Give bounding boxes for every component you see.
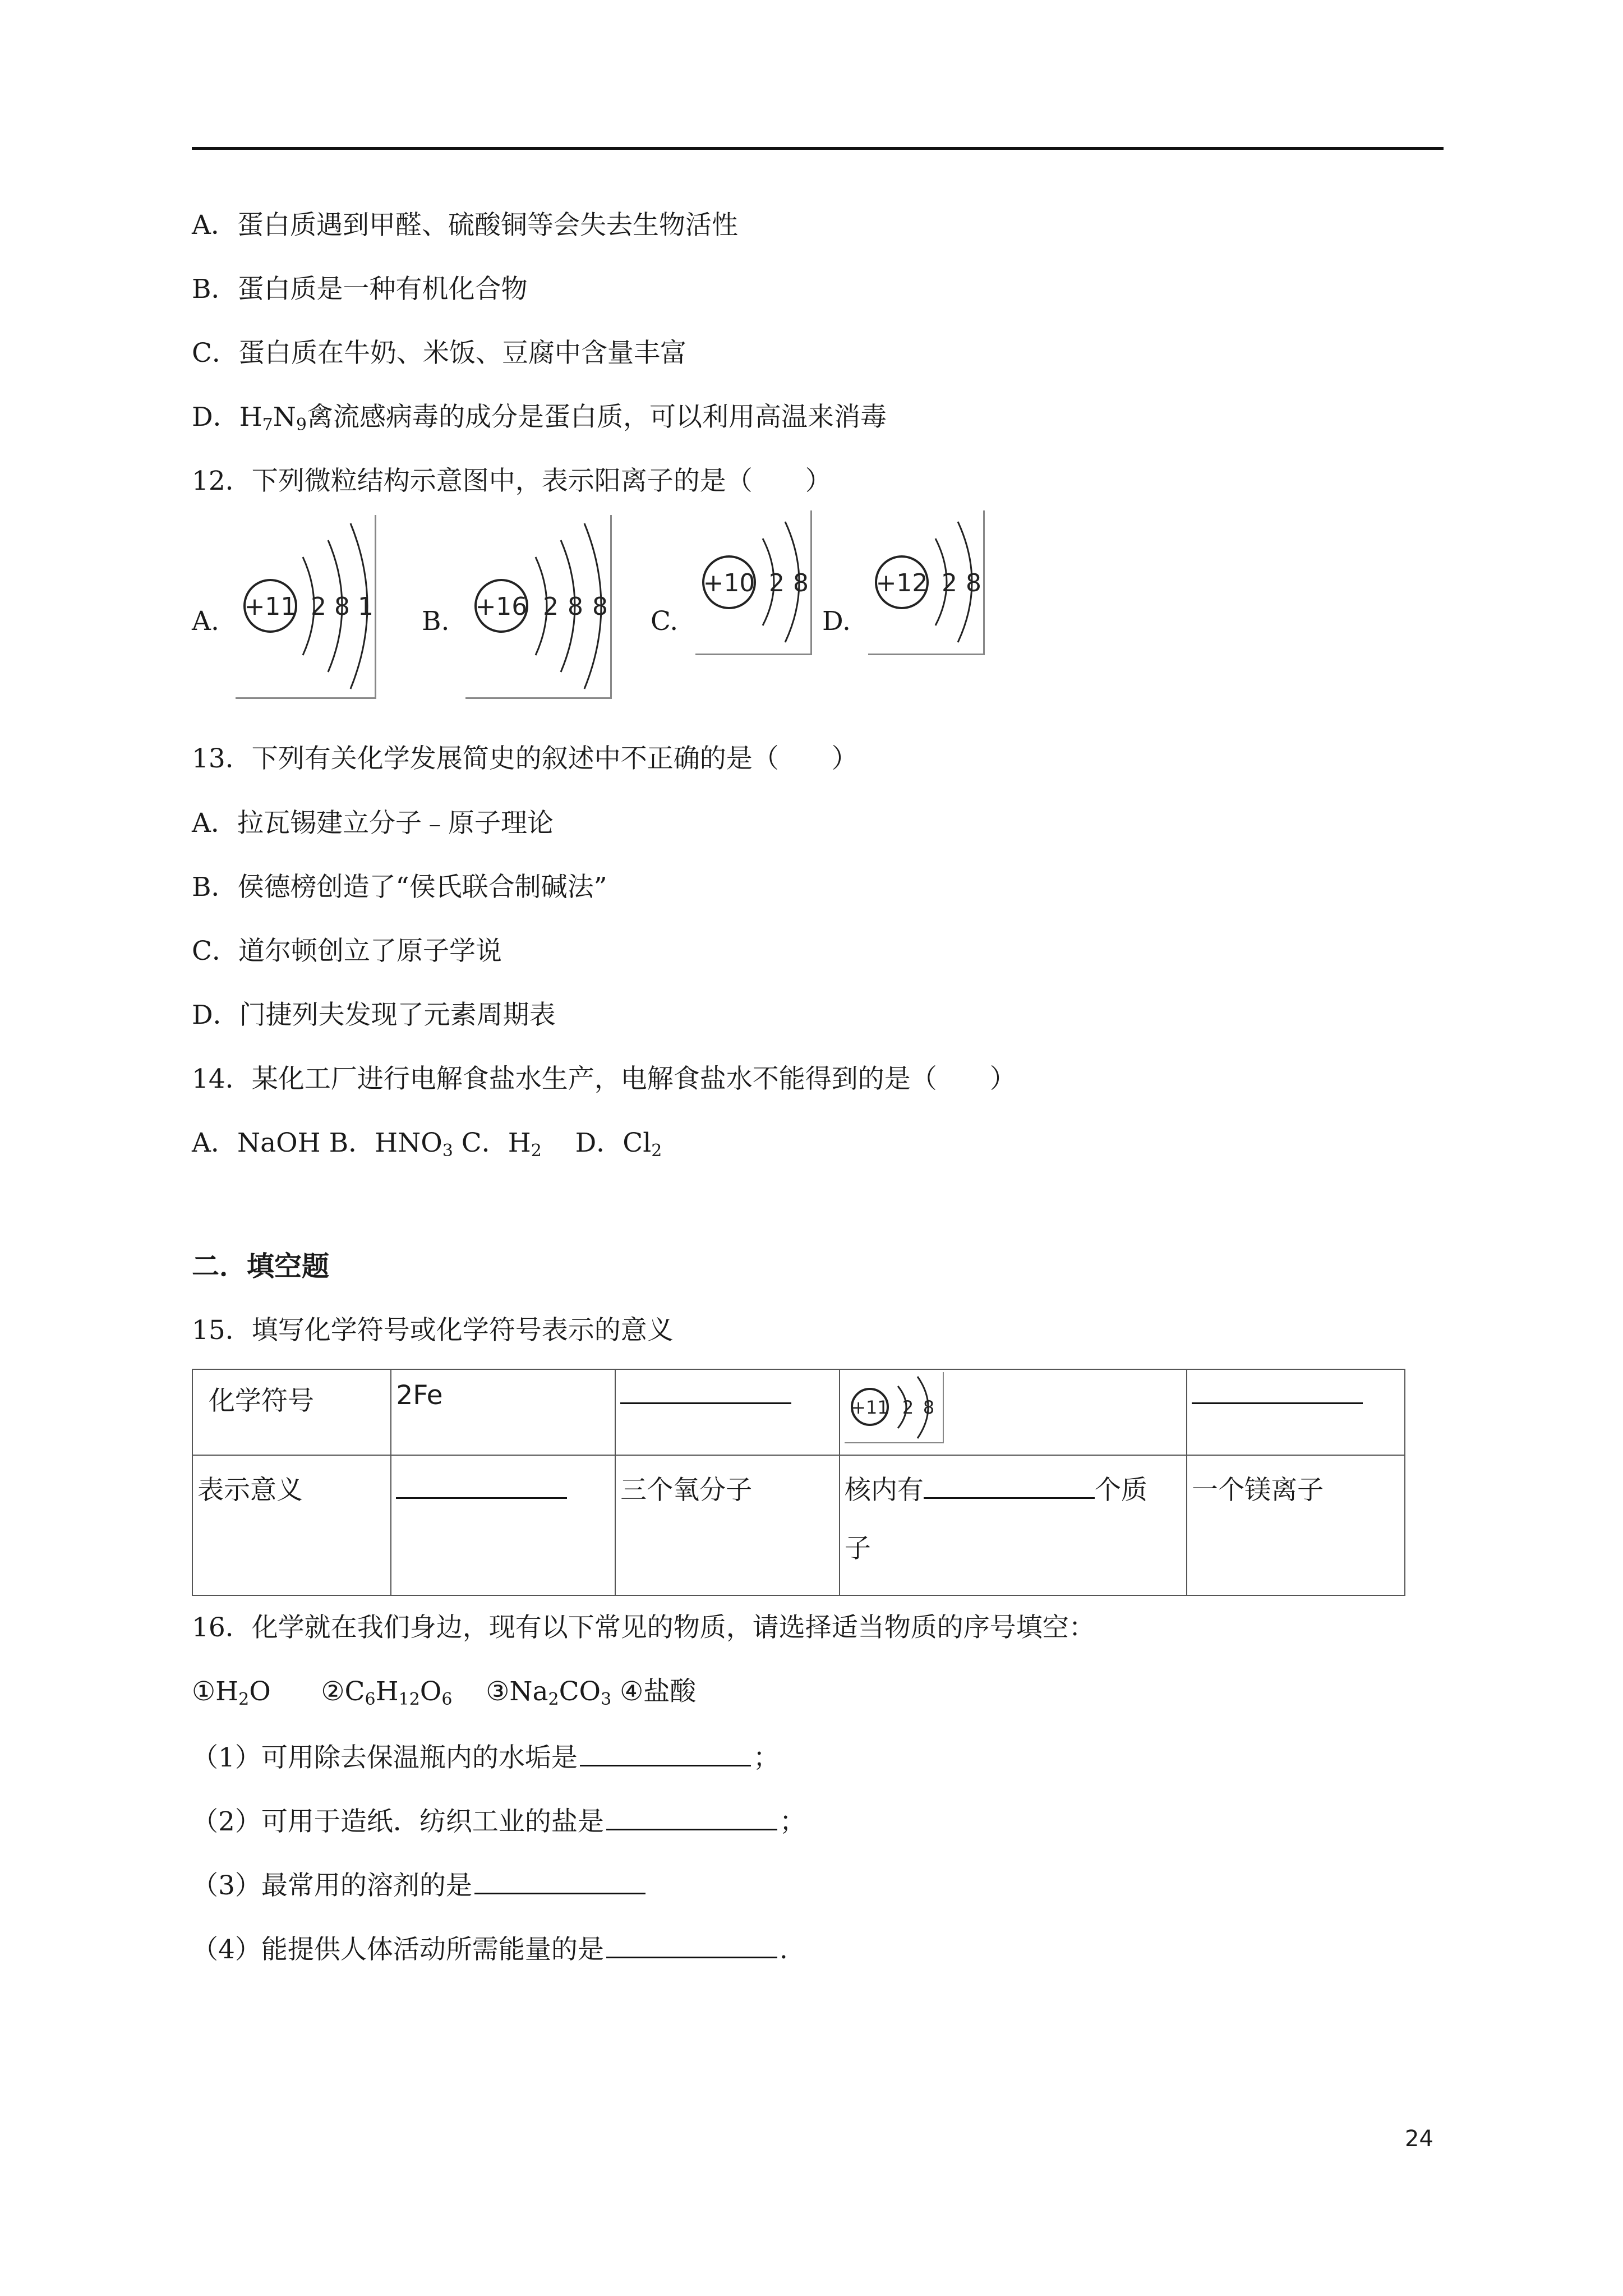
q12-atom-diagram-d	[868, 510, 985, 655]
q14-option-a: A．NaOH	[192, 1128, 321, 1158]
q12-question: 12．下列微粒结构示意图中，表示阳离子的是（ ）	[192, 466, 832, 496]
q12-option-a-label: A.	[192, 606, 219, 637]
q16-part-2: （2）可用于造纸．纺织工业的盐是 ；	[192, 1803, 806, 1839]
q16-item-4: ④盐酸	[620, 1676, 697, 1707]
q16-item-1: $①H_2O$	[192, 1676, 271, 1709]
q12-option-d-label: D.	[822, 606, 851, 637]
q11-option-b: B．蛋白质是一种有机化合物	[192, 274, 528, 305]
q12-c-shell-2: 8	[793, 569, 809, 597]
q15-row1-cell-4	[1187, 1369, 1405, 1455]
q15-row2-cell-4: 一个镁离子	[1187, 1455, 1405, 1595]
q15-atom-shell-1: 2	[902, 1397, 914, 1418]
q15-row1-header: 化学符号	[192, 1369, 391, 1455]
q16-part-1: （1）可用除去保温瓶内的水垢是 ；	[192, 1739, 780, 1775]
q11-option-a: A．蛋白质遇到甲醛、硫酸铜等会失去生物活性	[192, 210, 738, 241]
q12-a-nucleus: +11	[244, 592, 297, 621]
section-heading: 二．填空题	[192, 1250, 330, 1282]
q14-option-c: C．$H_2$	[461, 1128, 542, 1161]
q15-row2-cell-1	[391, 1455, 615, 1595]
q16-part-3: （3）最常用的溶剂的是	[192, 1867, 648, 1903]
q16-blank-4[interactable]	[606, 1931, 777, 1958]
q16-blank-3[interactable]	[474, 1867, 645, 1894]
q11-option-d: D．$H_7N_9$禽流感病毒的成分是蛋白质，可以利用高温来消毒	[192, 402, 887, 435]
q15-atom-shell-2: 8	[923, 1397, 935, 1418]
q11-option-c: C．蛋白质在牛奶、米饭、豆腐中含量丰富	[192, 338, 686, 369]
q15-row2-cell-2: 三个氧分子	[615, 1455, 840, 1595]
q12-a-shell-2: 8	[334, 592, 350, 621]
q15-blank-symbol-2[interactable]	[1192, 1382, 1363, 1404]
q15-blank-symbol-1[interactable]	[620, 1382, 791, 1404]
q13-option-a: A．拉瓦锡建立分子﹣原子理论	[192, 808, 554, 839]
q16-item-3: $③Na_2CO_3$	[486, 1676, 612, 1709]
q15-symbol-table	[192, 1369, 1405, 1596]
q15-row2-cell-3: 核内有 个质 子	[840, 1455, 1187, 1595]
q15-atom-diagram	[845, 1372, 944, 1443]
q15-row1-cell-3	[840, 1369, 1187, 1455]
q16-question: 16．化学就在我们身边，现有以下常见的物质，请选择适当物质的序号填空：	[192, 1612, 1095, 1643]
q15-blank-meaning-1[interactable]	[396, 1477, 567, 1499]
q15-row1-cell-2	[615, 1369, 840, 1455]
q13-question: 13．下列有关化学发展简史的叙述中不正确的是（ ）	[192, 743, 858, 774]
q15-question: 15．填写化学符号或化学符号表示的意义	[192, 1315, 674, 1346]
header-rule	[192, 147, 1444, 150]
q16-item-2: $②C_6H_{12}O_6$	[321, 1676, 453, 1709]
q12-c-nucleus: +10	[703, 569, 755, 597]
q12-b-nucleus: +16	[475, 592, 528, 621]
q16-part-4: （4）能提供人体活动所需能量的是 .	[192, 1931, 788, 1967]
q12-a-shell-1: 2	[311, 592, 326, 621]
q12-option-b-label: B.	[422, 606, 450, 637]
q12-b-shell-2: 8	[568, 592, 583, 621]
q16-blank-2[interactable]	[606, 1803, 777, 1830]
q16-blank-1[interactable]	[580, 1739, 751, 1766]
q14-option-d: D．$Cl_2$	[575, 1128, 662, 1161]
page-number: 24	[1405, 2126, 1433, 2152]
q16-items	[192, 1675, 696, 1717]
q14-options	[192, 1126, 662, 1168]
q15-blank-proton-count[interactable]	[924, 1477, 1095, 1499]
q15-row2-header: 表示意义	[192, 1455, 391, 1595]
q14-question: 14．某化工厂进行电解食盐水生产，电解食盐水不能得到的是（ ）	[192, 1064, 1016, 1094]
q12-b-shell-1: 2	[543, 592, 559, 621]
q12-d-shell-1: 2	[942, 569, 957, 597]
q12-d-nucleus: +12	[875, 569, 928, 597]
q14-option-b: B．$HNO_3$	[329, 1128, 453, 1161]
q12-c-shell-1: 2	[769, 569, 785, 597]
q12-b-shell-3: 8	[592, 592, 608, 621]
q12-a-shell-3: 1	[358, 592, 374, 621]
q12-option-c-label: C.	[651, 606, 679, 637]
q12-atom-diagram-a	[236, 515, 376, 699]
q13-option-b: B．侯德榜创造了“侯氏联合制碱法”	[192, 872, 607, 903]
q12-d-shell-2: 8	[966, 569, 981, 597]
q13-option-c: C．道尔顿创立了原子学说	[192, 936, 502, 967]
q13-option-d: D．门捷列夫发现了元素周期表	[192, 1000, 556, 1030]
q12-atom-diagram-c	[695, 510, 812, 655]
q15-row1-cell-1: 2Fe	[391, 1369, 615, 1455]
q15-atom-nucleus: +11	[851, 1397, 889, 1418]
q12-atom-diagram-b	[465, 515, 612, 699]
